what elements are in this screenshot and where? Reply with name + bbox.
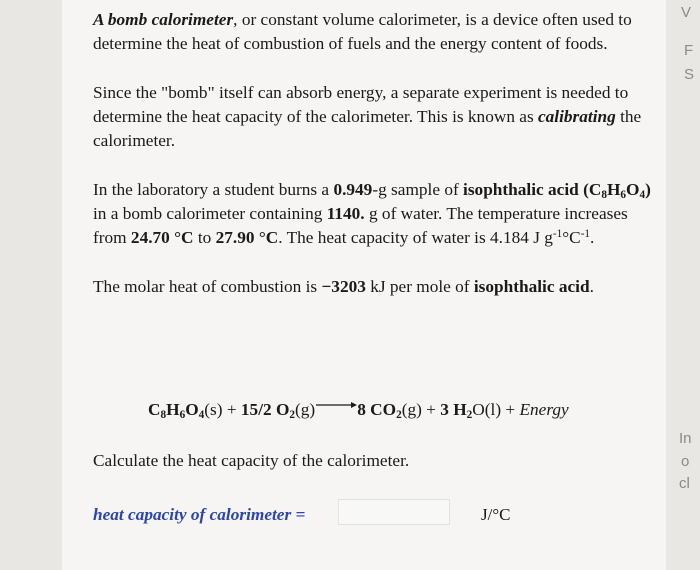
eq-reactant-1 xyxy=(148,400,205,422)
compound-name-text: isophthalic acid xyxy=(463,180,579,199)
temp-final: 27.90 °C xyxy=(215,228,279,247)
formula-o-sub: 4 xyxy=(639,189,646,202)
molar-end: . xyxy=(589,277,594,296)
question-prompt: Calculate the heat capacity of the calorimeter. xyxy=(93,451,410,470)
molar-compound: isophthalic acid xyxy=(473,277,590,296)
exp-sup-1: -1 xyxy=(552,227,563,240)
eq-energy: Energy xyxy=(519,400,569,419)
sample-mass: 0.949 xyxy=(333,180,373,199)
eq-reactant-2 xyxy=(240,400,296,422)
formula-close: ) xyxy=(645,180,651,199)
experiment-paragraph xyxy=(93,178,653,250)
side-fragment-in: In xyxy=(679,430,692,447)
formula-h-sub: 6 xyxy=(620,189,627,202)
eq-r2-coef: 15/2 xyxy=(240,400,272,419)
eq-p2-rest: O(l) xyxy=(472,400,502,419)
eq-p1-coef: 8 xyxy=(357,400,366,419)
molar-heat-value: −3203 xyxy=(321,277,366,296)
eq-r1-h: H xyxy=(166,400,180,419)
exp-sup-2: -1 xyxy=(580,227,591,240)
bomb-calorimeter-term: A bomb calorimeter xyxy=(93,10,234,29)
exp-text-4: g of water. The temperature increases from xyxy=(93,204,628,247)
formula-c-sub: 8 xyxy=(601,189,607,202)
eq-p1-co: CO xyxy=(365,400,397,419)
calibrating-term: calibrating xyxy=(538,107,616,126)
heat-capacity-input[interactable] xyxy=(338,499,450,525)
eq-r2-sub: 2 xyxy=(289,409,296,422)
molar-text-2: kJ per mole of xyxy=(365,277,474,296)
exp-text-1: In the laboratory a student burns a xyxy=(93,180,334,199)
exp-text-5: to xyxy=(193,228,216,247)
side-fragment-f: F xyxy=(684,42,694,59)
side-fragment-o: o xyxy=(681,453,690,470)
formula-o: O xyxy=(626,180,640,199)
exp-end: . xyxy=(590,228,595,247)
side-fragment-cl: cl xyxy=(679,475,690,492)
compound-name xyxy=(463,180,651,202)
eq-plus-3: + xyxy=(501,400,520,419)
molar-heat-paragraph xyxy=(93,275,653,299)
exp-text-3: in a bomb calorimeter containing xyxy=(93,204,327,223)
formula-h: H xyxy=(606,180,621,199)
side-fragment-s: S xyxy=(684,66,695,83)
intro-text: , or constant volume calorimeter, is a device often used to determine the heat of combustion of fuels and the energy content of foods. xyxy=(93,10,632,53)
eq-p2-coef: 3 xyxy=(440,400,449,419)
eq-product-1 xyxy=(357,400,402,422)
reaction-arrow-icon xyxy=(315,393,357,417)
intro-paragraph xyxy=(93,8,653,56)
exp-text-6: . The heat capacity of water is 4.184 J g xyxy=(278,228,553,247)
eq-r1-o: O xyxy=(185,400,199,419)
calibration-paragraph xyxy=(93,81,653,153)
exp-text-2: -g sample of xyxy=(372,180,464,199)
eq-r1-h-sub: 6 xyxy=(179,409,186,422)
problem-text xyxy=(93,8,653,324)
eq-plus-1: + xyxy=(222,400,241,419)
eq-p1-state: (g) xyxy=(401,400,422,419)
eq-r1-state: (s) xyxy=(204,400,223,419)
eq-r1-o-sub: 4 xyxy=(198,409,205,422)
eq-r2-state: (g) xyxy=(295,400,316,419)
eq-r2-o: O xyxy=(271,400,290,419)
eq-p2-h: H xyxy=(448,400,467,419)
side-fragment-v: V xyxy=(681,4,692,21)
eq-r1-c: C xyxy=(148,400,161,419)
temp-initial: 24.70 °C xyxy=(130,228,194,247)
answer-label: heat capacity of calorimeter = xyxy=(93,505,306,524)
formula-open: (C xyxy=(583,180,602,199)
formula xyxy=(583,180,651,202)
molar-text-1: The molar heat of combustion is xyxy=(93,277,322,296)
eq-p1-sub: 2 xyxy=(396,409,402,422)
calibration-text-after: the calorimeter. xyxy=(93,107,642,150)
answer-unit: J/°C xyxy=(481,505,511,524)
water-mass: 1140. xyxy=(326,204,365,223)
calibration-text-before: Since the "bomb" itself can absorb energy, a separate experiment is needed to determine the heat capacity of the calorimeter. This is known as xyxy=(93,83,629,126)
exp-degc: °C xyxy=(562,228,581,247)
eq-p2-sub: 2 xyxy=(466,409,473,422)
combustion-equation xyxy=(148,398,658,422)
eq-product-2 xyxy=(440,400,473,422)
eq-plus-2: + xyxy=(421,400,441,419)
eq-r1-c-sub: 8 xyxy=(160,409,167,422)
